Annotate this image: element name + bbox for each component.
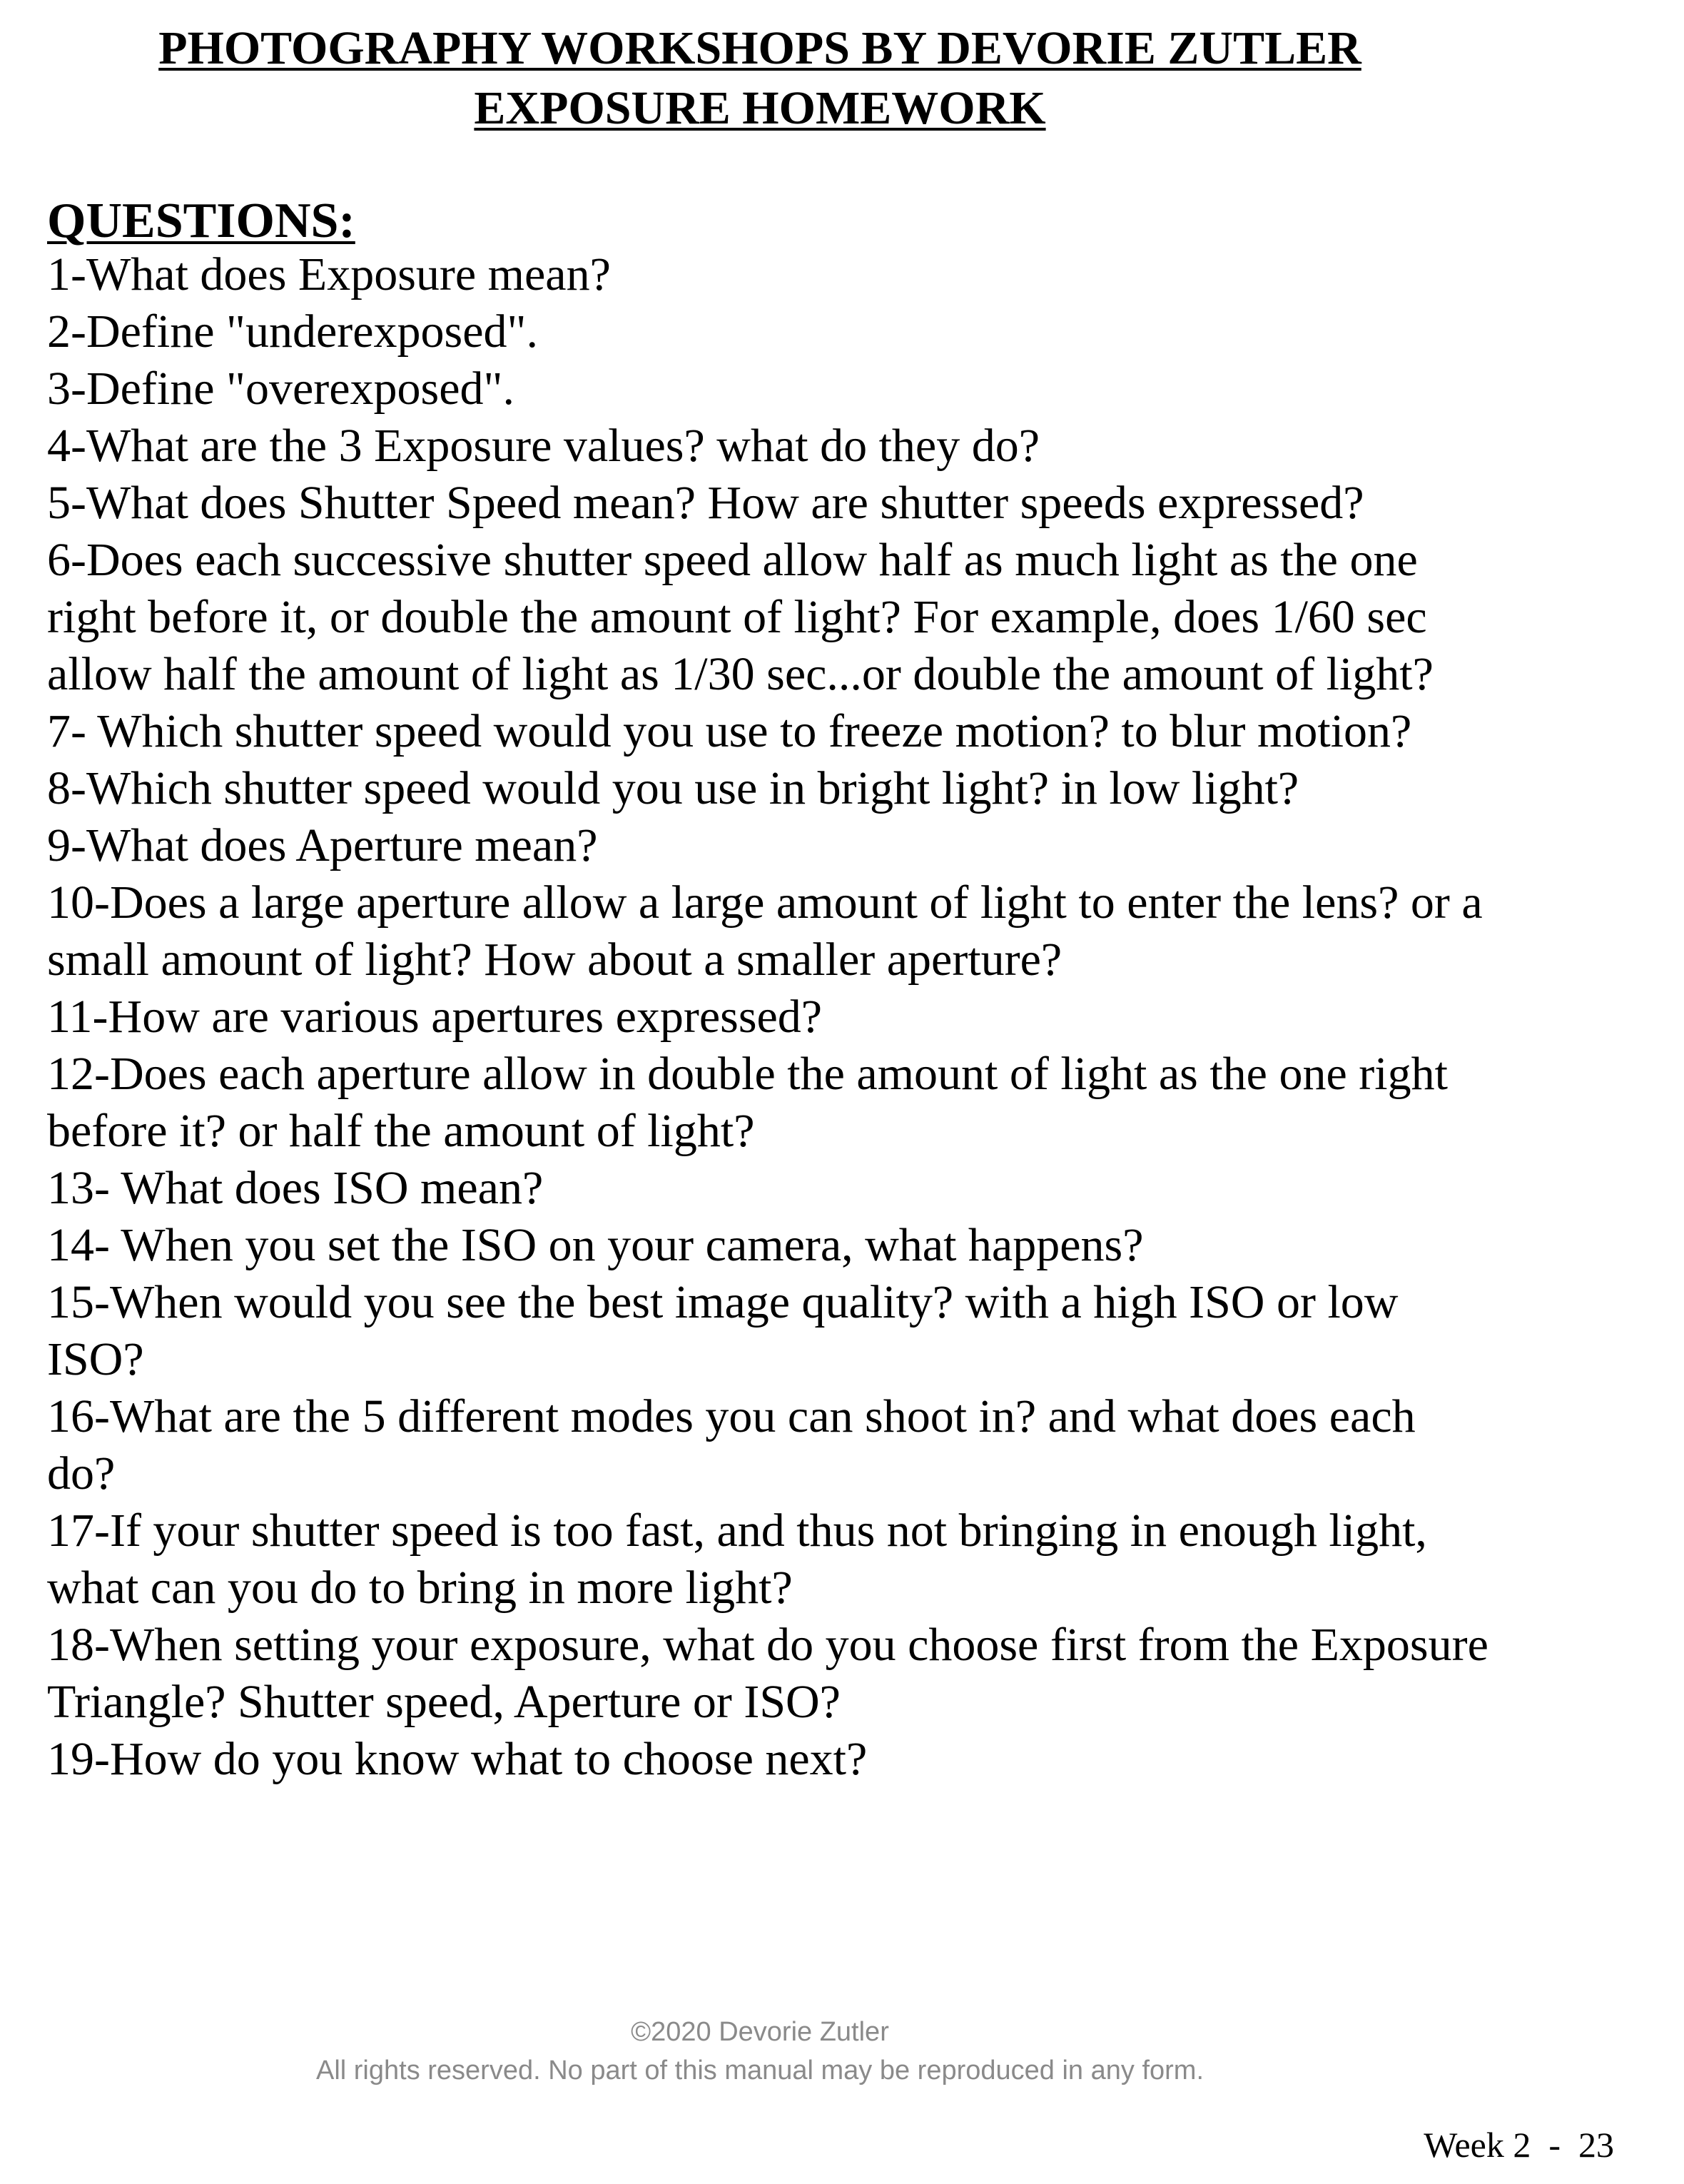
question-item: 18-When setting your exposure, what do you choose first from the Exposure Triangle? Shutter speed, Aperture or ISO? (47, 1619, 1488, 1728)
question-item: 4-What are the 3 Exposure values? what do they do? (47, 420, 1040, 472)
rights-line: All rights reserved. No part of this manual may be reproduced in any form. (315, 2056, 1204, 2086)
question-item: 13- What does ISO mean? (47, 1162, 544, 1214)
question-item: 7- Which shutter speed would you use to freeze motion? to blur motion? (47, 705, 1412, 757)
question-item: 19-How do you know what to choose next? (47, 1733, 868, 1785)
question-item: 16-What are the 5 different modes you can shoot in? and what does each do? (47, 1390, 1416, 1500)
questions-heading: QUESTIONS: (47, 193, 355, 248)
document-title (0, 19, 1520, 138)
question-item: 12-Does each aperture allow in double the amount of light as the one right before it? or half the amount of light? (47, 1048, 1448, 1157)
question-item: 17-If your shutter speed is too fast, and thus not bringing in enough light, what can you do to bring in more light? (47, 1505, 1427, 1614)
question-item: 3-Define "overexposed". (47, 363, 514, 415)
question-list (47, 246, 1488, 1788)
page-number: Week 2 - 23 (1424, 2125, 1614, 2165)
question-item: 6-Does each successive shutter speed allow half as much light as the one right before it, or double the amount of light? For example, does 1/60 sec allow half the amount of light as 1/30 sec...or double the amount of light? (47, 534, 1434, 700)
question-item: 8-Which shutter speed would you use in bright light? in low light? (47, 762, 1299, 814)
title-line-workshops: PHOTOGRAPHY WORKSHOPS BY DEVORIE ZUTLER (158, 22, 1361, 74)
copyright-notice (0, 2013, 1520, 2090)
title-line-homework: EXPOSURE HOMEWORK (474, 82, 1046, 134)
question-item: 5-What does Shutter Speed mean? How are shutter speeds expressed? (47, 477, 1364, 529)
question-item: 2-Define "underexposed". (47, 305, 538, 358)
question-item: 1-What does Exposure mean? (47, 248, 611, 300)
question-item: 11-How are various apertures expressed? (47, 991, 823, 1043)
question-item: 14- When you set the ISO on your camera, what happens? (47, 1219, 1144, 1271)
question-item: 15-When would you see the best image quality? with a high ISO or low ISO? (47, 1276, 1399, 1385)
question-item: 10-Does a large aperture allow a large amount of light to enter the lens? or a small amount of light? How about a smaller aperture? (47, 876, 1483, 986)
copyright-line: ©2020 Devorie Zutler (631, 2017, 889, 2047)
question-item: 9-What does Aperture mean? (47, 819, 598, 871)
